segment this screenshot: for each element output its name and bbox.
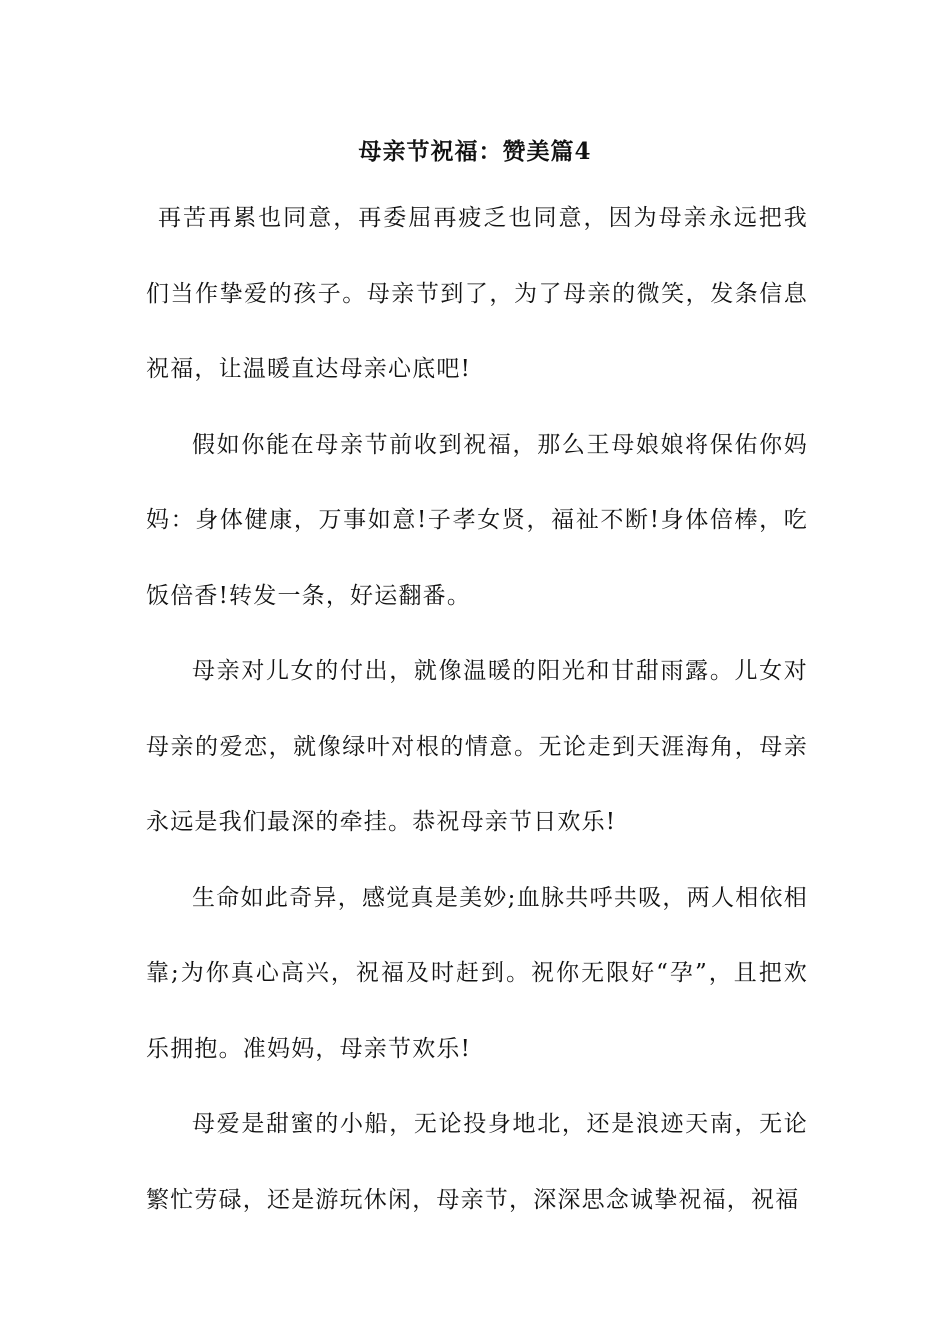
paragraph-1: 再苦再累也同意，再委屈再疲乏也同意，因为母亲永远把我们当作挚爱的孩子。母亲节到了，为了母亲的微笑，发条信息祝福，让温暖直达母亲心底吧! — [146, 205, 808, 382]
paragraph-3: 母亲对儿女的付出，就像温暖的阳光和甘甜雨露。儿女对母亲的爱恋，就像绿叶对根的情意。无论走到天涯海角，母亲永远是我们最深的牵挂。恭祝母亲节日欢乐! — [146, 658, 808, 835]
document-body — [146, 181, 808, 1238]
paragraph-5: 母爱是甜蜜的小船，无论投身地北，还是浪迹天南，无论繁忙劳碌，还是游玩休闲，母亲节，深深思念诚挚祝福，祝福 — [146, 1111, 808, 1213]
document-title: 母亲节祝福：赞美篇4 — [358, 138, 592, 165]
paragraph-2: 假如你能在母亲节前收到祝福，那么王母娘娘将保佑你妈妈：身体健康，万事如意!子孝女贤，福祉不断!身体倍棒，吃饭倍香!转发一条，好运翻番。 — [146, 431, 808, 609]
paragraph-4: 生命如此奇异，感觉真是美妙;血脉共呼共吸，两人相依相靠;为你真心高兴，祝福及时赶到。祝你无限好“孕”，且把欢乐拥抱。准妈妈，母亲节欢乐! — [146, 884, 808, 1062]
